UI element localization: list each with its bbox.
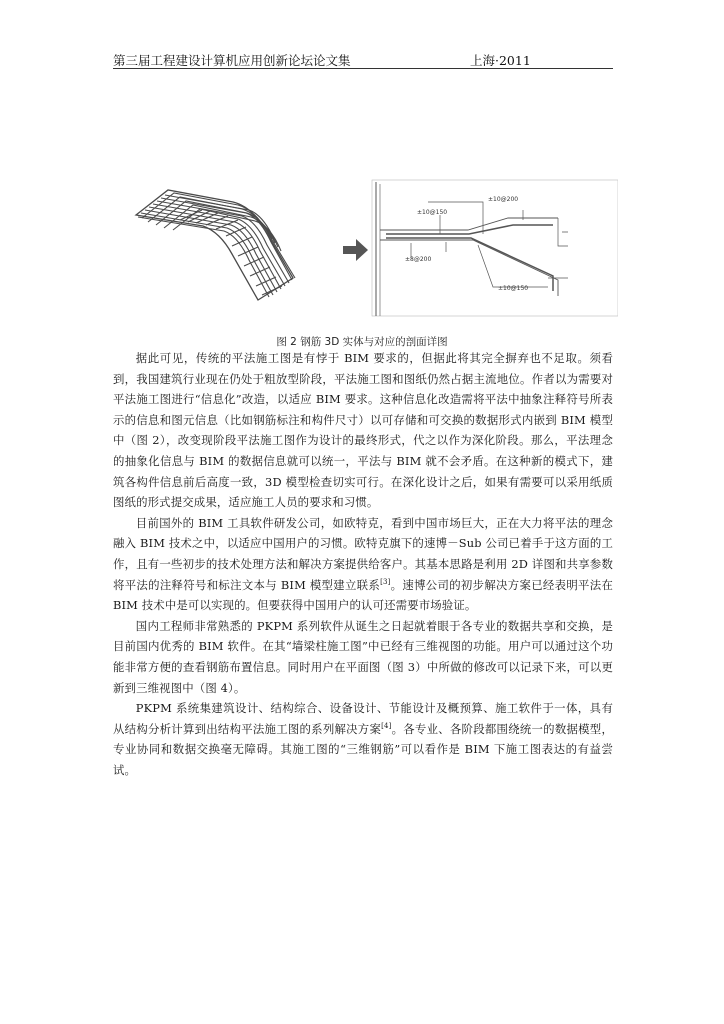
body-text	[113, 348, 613, 780]
citation-ref: [4]	[381, 721, 392, 730]
figure-caption: 图 2 钢筋 3D 实体与对应的剖面详图	[276, 336, 448, 348]
paragraph-3: 国内工程师非常熟悉的 PKPM 系列软件从诞生之日起就着眼于各专业的数据共享和交换，是目前国内优秀的 BIM 软件。在其“墙梁柱施工图”中已经有三维视图的功能。用户可以通过这个功能非常方便的查看钢筋布置信息。同时用户在平面图（图 3）中所做的修改可以记录下来，可以更新到三维视图中（图 4）。	[113, 618, 613, 695]
paragraph-4: PKPM 系统集建筑设计、结构综合、设备设计、节能设计及概预算、施工软件于一体，具有从结构分析计算到出结构平法施工图的系列解决方案[4]。各专业、各阶段都围绕统一的数据模型，专业协同和数据交换毫无障碍。其施工图的“三维钢筋”可以看作是 BIM 下施工图表达的有益尝试。	[113, 701, 613, 777]
paragraph-1: 据此可见，传统的平法施工图是有悖于 BIM 要求的，但据此将其完全摒弃也不足取。须看到，我国建筑行业现在仍处于粗放型阶段，平法施工图和图纸仍然占据主流地位。作者以为需要对平法施工图进行“信息化”改造，以适应 BIM 要求。这种信息化改造需将平法中抽象注释符号所表示的信息和图元信息（比如钢筋标注和构件尺寸）以可存储和可交换的数据形式内嵌到 BIM 模型中（图 2），改变现阶段平法施工图作为设计的最终形式，代之以作为深化阶段。那么，平法理念的抽象化信息与 BIM 的数据信息就可以统一，平法与 BIM 就不会矛盾。在这种新的模式下，建筑各构件信息前后高度一致，3D 模型检查切实可行。在深化设计之后，如果有需要可以采用纸质图纸的形式提交成果，适应施工人员的要求和习惯。	[113, 351, 613, 510]
right-arrow-icon	[343, 239, 368, 261]
proceedings-title: 第三届工程建设计算机应用创新论坛论文集	[113, 53, 351, 68]
figure-2-graphic	[128, 160, 618, 320]
label-top-bar: ±10@200	[488, 196, 519, 203]
label-bottom-bar: ±10@150	[498, 285, 529, 292]
citation-ref: [3]	[380, 577, 391, 586]
rebar-3d-mesh	[136, 190, 295, 300]
figure-2	[128, 160, 618, 320]
paragraph-2: 目前国外的 BIM 工具软件研发公司，如欧特克，看到中国市场巨大，正在大力将平法的理念融入 BIM 技术之中，以适应中国用户的习惯。欧特克旗下的速博－Sub 公司已着手于这方面的工作，且有一些初步的技术处理方法和解决方案提供给客户。其基本思路是利用 2D 详图和共享参数将平法的注释符号和标注文本与 BIM 模型建立联系[3]。速博公司的初步解决方案已经表明平法在 BIM 技术中是可以实现的。但要获得中国用户的认可还需要市场验证。	[113, 515, 614, 613]
label-left-bar: ±8@200	[405, 256, 432, 263]
location-year: 上海·2011	[470, 53, 531, 68]
label-upper-bar: ±10@150	[417, 209, 448, 216]
page-header	[113, 50, 613, 69]
